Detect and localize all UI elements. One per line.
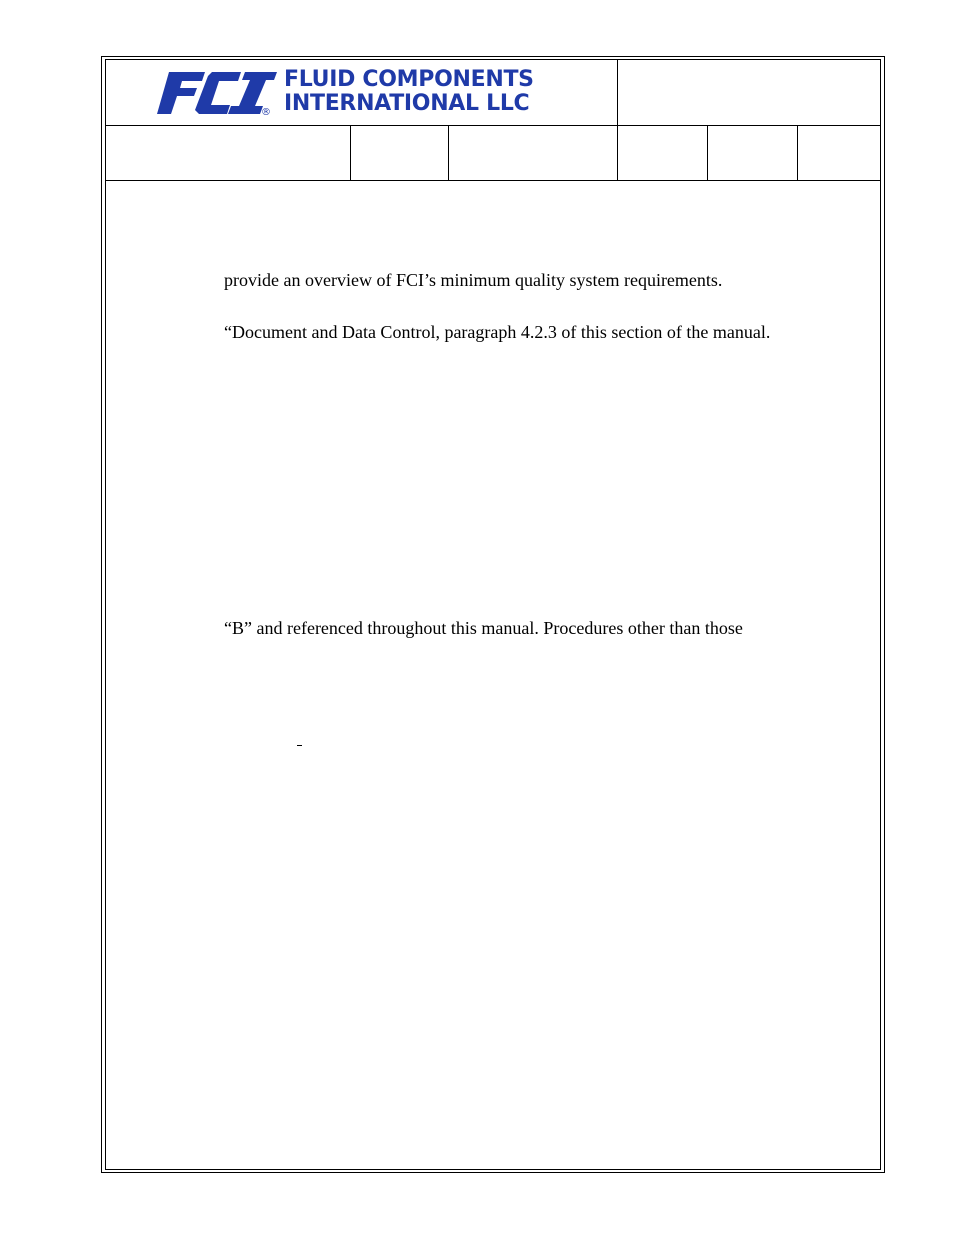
- header-cell-divider-1: [350, 125, 351, 181]
- body-paragraph-1: provide an overview of FCI’s minimum quality system requirements.: [224, 270, 723, 290]
- logo-line-1: FLUID COMPONENTS: [284, 67, 534, 92]
- header-cell-divider-4: [797, 125, 798, 181]
- body-paragraph-2: “Document and Data Control, paragraph 4.2.3 of this section of the manual.: [224, 322, 771, 342]
- stray-dash-mark: [297, 745, 302, 746]
- header-divider-bottom: [105, 180, 881, 181]
- header-column-divider-logo: [617, 59, 618, 181]
- header-cell-divider-2: [448, 125, 449, 181]
- company-logo: [155, 68, 540, 118]
- logo-line-2: INTERNATIONAL LLC: [284, 91, 530, 116]
- header-divider-top: [105, 125, 881, 126]
- header-cell-divider-3: [707, 125, 708, 181]
- body-paragraph-3: “B” and referenced throughout this manual. Procedures other than those: [224, 618, 743, 638]
- page-border-inner: [105, 59, 881, 1170]
- fci-logo-mark: [155, 68, 280, 118]
- logo-wordmark: [284, 68, 534, 116]
- registered-mark: ®: [261, 107, 271, 118]
